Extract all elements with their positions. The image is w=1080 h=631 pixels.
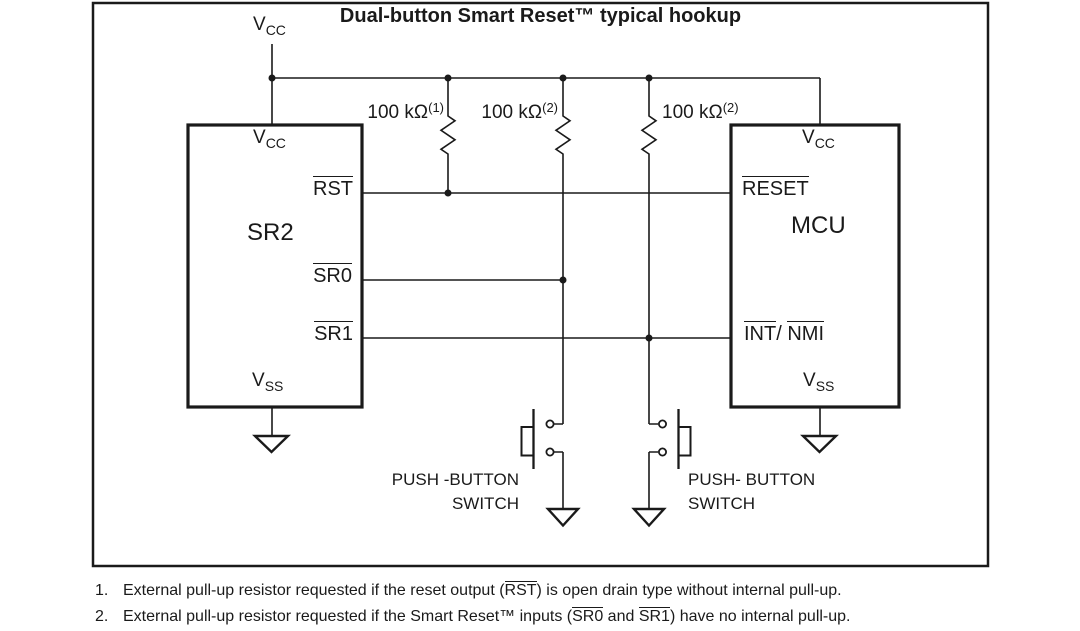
sr2-vcc-pin-label: $V_{CC}$ — [253, 127, 286, 151]
ground-symbol-left-switch — [548, 509, 578, 526]
sr2-rst-pin-label: RST — [313, 178, 353, 200]
sr2-vss-pin-label: $V_{SS}$ — [252, 370, 284, 394]
resistor-1-symbol — [441, 78, 455, 193]
pushbutton-right-label: PUSH- BUTTON SWITCH — [688, 470, 816, 513]
pushbutton-right-symbol — [649, 409, 691, 509]
mcu-reset-pin-label: RESET — [742, 178, 809, 200]
mcu-int-nmi-pin-label: INT/ NMI — [744, 323, 825, 345]
footnote-2: 2. External pull-up resistor requested if the Smart Reset™ inputs (SR0 and SR1) have no internal pull-up. — [95, 608, 851, 625]
pushbutton-left-symbol — [522, 409, 564, 509]
mcu-block — [731, 125, 899, 407]
resistor-1-value-label: 100 $k\Omega^{(1)}$ — [367, 100, 444, 123]
ground-symbol-sr2 — [255, 436, 288, 452]
resistor-3-value-label: 100 $k\Omega^{(2)}$ — [662, 100, 739, 123]
resistor-3-symbol — [642, 78, 656, 424]
mcu-vss-pin-label: $V_{SS}$ — [803, 370, 835, 394]
sr2-sr0-pin-label: SR0 — [313, 265, 352, 287]
vcc-top-label: $V_{CC}$ — [253, 14, 286, 38]
mcu-vcc-pin-label: $V_{CC}$ — [802, 127, 835, 151]
resistor-2-symbol — [556, 78, 570, 424]
mcu-name-label: MCU — [791, 212, 846, 239]
pushbutton-left-label: PUSH -BUTTON SWITCH — [391, 470, 519, 513]
footnote-1: 1. External pull-up resistor requested if the reset output (RST) is open drain type without internal pull-up. — [95, 582, 842, 599]
resistor-2-value-label: 100 $k\Omega^{(2)}$ — [481, 100, 558, 123]
ground-symbol-mcu — [803, 436, 836, 452]
sr2-sr1-pin-label: SR1 — [314, 323, 353, 345]
ground-symbol-right-switch — [634, 509, 664, 526]
figure-title: Dual-button Smart Reset™ typical hookup — [339, 5, 742, 27]
sr2-name-label: SR2 — [247, 219, 294, 246]
